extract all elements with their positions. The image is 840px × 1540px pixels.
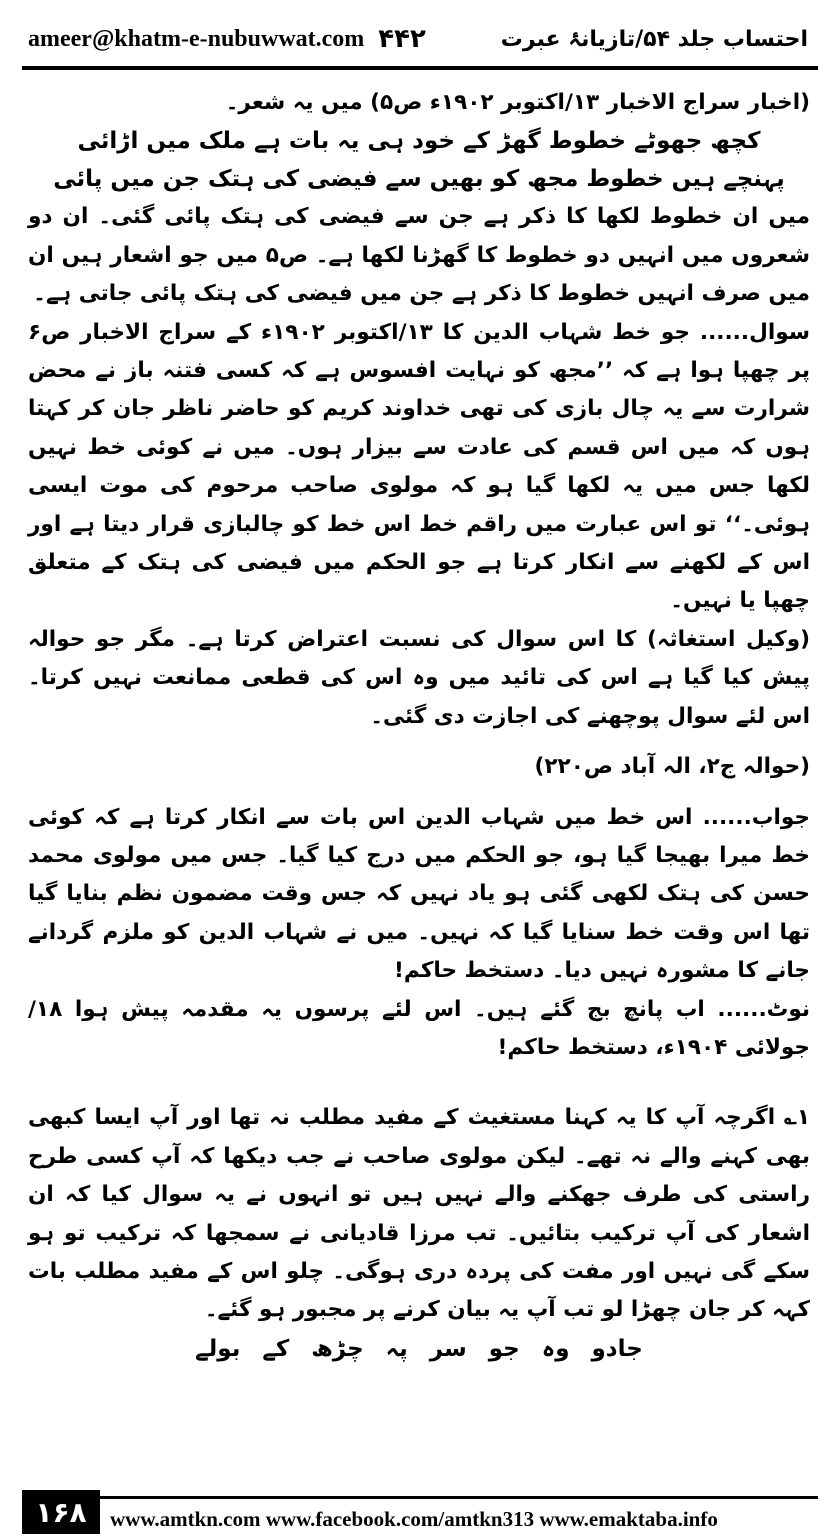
reference-line: (حوالہ ج۲، الہ آباد ص۲۲۰) — [534, 754, 810, 780]
spacer — [28, 787, 810, 799]
footer-urls: www.amtkn.com www.facebook.com/amtkn313 www.emaktaba.info — [110, 1507, 718, 1531]
closing-verse: جادو وہ جو سر پہ چڑھ کے بولے — [195, 1335, 643, 1362]
paragraph: میں ان خطوط لکھا کا ذکر ہے جن سے فیضی کی ہتک پائی گئی۔ ان دو شعروں میں انہیں دو خطوط کا گھڑنا لکھا ہے۔ ص۵ میں جو اشعار ہیں ان میں صرف انہیں خطوط کا ذکر ہے جن میں فیضی کی ہتک پائی جاتی ہے۔ — [28, 204, 810, 307]
footer-links-area — [100, 1490, 818, 1534]
header-divider — [22, 66, 818, 70]
answer-paragraph: جواب...... اس خط میں شہاب الدین اس بات سے انکار کرتا ہے کہ کوئی خط میرا بھیجا گیا ہو، جو الحکم میں درج کیا گیا۔ جس میں مولوی محمد حسن کی ہتک لکھی گئی ہو یاد نہیں کہ جس وقت مضمون نظم بنایا گیا تھا اس وقت خط سنایا گیا کہ نہیں۔ میں نے شہاب الدین کو ملزم گردانے جانے کا مشورہ نہیں دیا۔ دستخط حاکم! — [28, 804, 810, 984]
header-page-number: ۴۴۲ — [378, 24, 426, 54]
footer-page-number: ۱۶۸ — [22, 1490, 100, 1534]
page-footer — [22, 1490, 818, 1534]
spacer — [28, 1067, 810, 1099]
footnote-paragraph: ۱؎ اگرچہ آپ کا یہ کہنا مستغیث کے مفید مطلب نہ تھا اور آپ ایسا کبھی بھی کہنے والے نہ تھے۔ لیکن مولوی صاحب نے جب دیکھا کہ آپ کسی طرح راستی کی طرف جھکنے والے نہیں ہیں تو انہوں نے یہ سوال کیا کہ ان اشعار کی آپ ترکیب بتائیں۔ تب مرزا قادیانی نے سمجھا کہ ترکیب تو ہو سکے گی نہیں اور مفت کی پردہ دری ہوگی۔ چلو اس کے مفید مطلب بات کہہ کر جان چھڑا لو تب آپ یہ بیان کرنے پر مجبور ہو گئے۔ — [28, 1105, 810, 1323]
footer-divider — [100, 1496, 818, 1499]
header-left — [28, 24, 426, 54]
question-paragraph: سوال...... جو خط شہاب الدین کا ۱۳/اکتوبر ۱۹۰۲ء کے سراج الاخبار ص۶ پر چھپا ہوا ہے کہ ’’مجھ کو نہایت افسوس ہے کہ کسی فتنہ باز نے محض شرارت سے یہ چال بازی کی تھی خداوند کریم کو حاضر ناظر جان کر کہتا ہوں کہ میں اس قسم کی عادت سے بیزار ہوں۔ میں نے کوئی خط نہیں لکھا جس میں یہ لکھا گیا ہو کہ مولوی صاحب مرحوم کی موت ایسی ہوئی۔‘‘ تو اس عبارت میں راقم خط اس خط کو چالبازی قرار دیتا ہے اور اس کے لکھنے سے انکار کرتا ہے جو الحکم میں فیضی کی ہتک کے متعلق چھپا یا نہیں۔ — [28, 319, 810, 614]
header-email: ameer@khatm-e-nubuwwat.com — [28, 25, 365, 52]
page-body — [28, 84, 810, 1368]
intro-line: (اخبار سراج الاخبار ۱۳/اکتوبر ۱۹۰۲ء ص۵) میں یہ شعر۔ — [225, 90, 810, 115]
poem-verse: پہنچے ہیں خطوط مجھ کو بھیں سے فیضی کی ہتک جن میں پائی — [53, 166, 785, 193]
spacer — [28, 736, 810, 748]
poem-verse: کچھ جھوٹے خطوط گھڑ کے خود ہی یہ بات ہے ملک میں اڑائی — [77, 128, 761, 155]
note-paragraph: نوٹ...... اب پانچ بج گئے ہیں۔ اس لئے پرسوں یہ مقدمہ پیش ہوا ۱۸/جولائی ۱۹۰۴ء، دستخط حاکم! — [28, 996, 810, 1060]
page-header — [28, 18, 808, 60]
objection-paragraph: (وکیل استغاثہ) کا اس سوال کی نسبت اعتراض کرتا ہے۔ مگر جو حوالہ پیش کیا گیا ہے اس کی تائید میں وہ اس کی قطعی ممانعت نہیں کرتا۔ اس لئے سوال پوچھنے کی اجازت دی گئی۔ — [28, 626, 810, 729]
poem — [28, 122, 810, 198]
header-book-title: احتساب جلد ۵۴/تازیانۂ عبرت — [500, 26, 808, 52]
